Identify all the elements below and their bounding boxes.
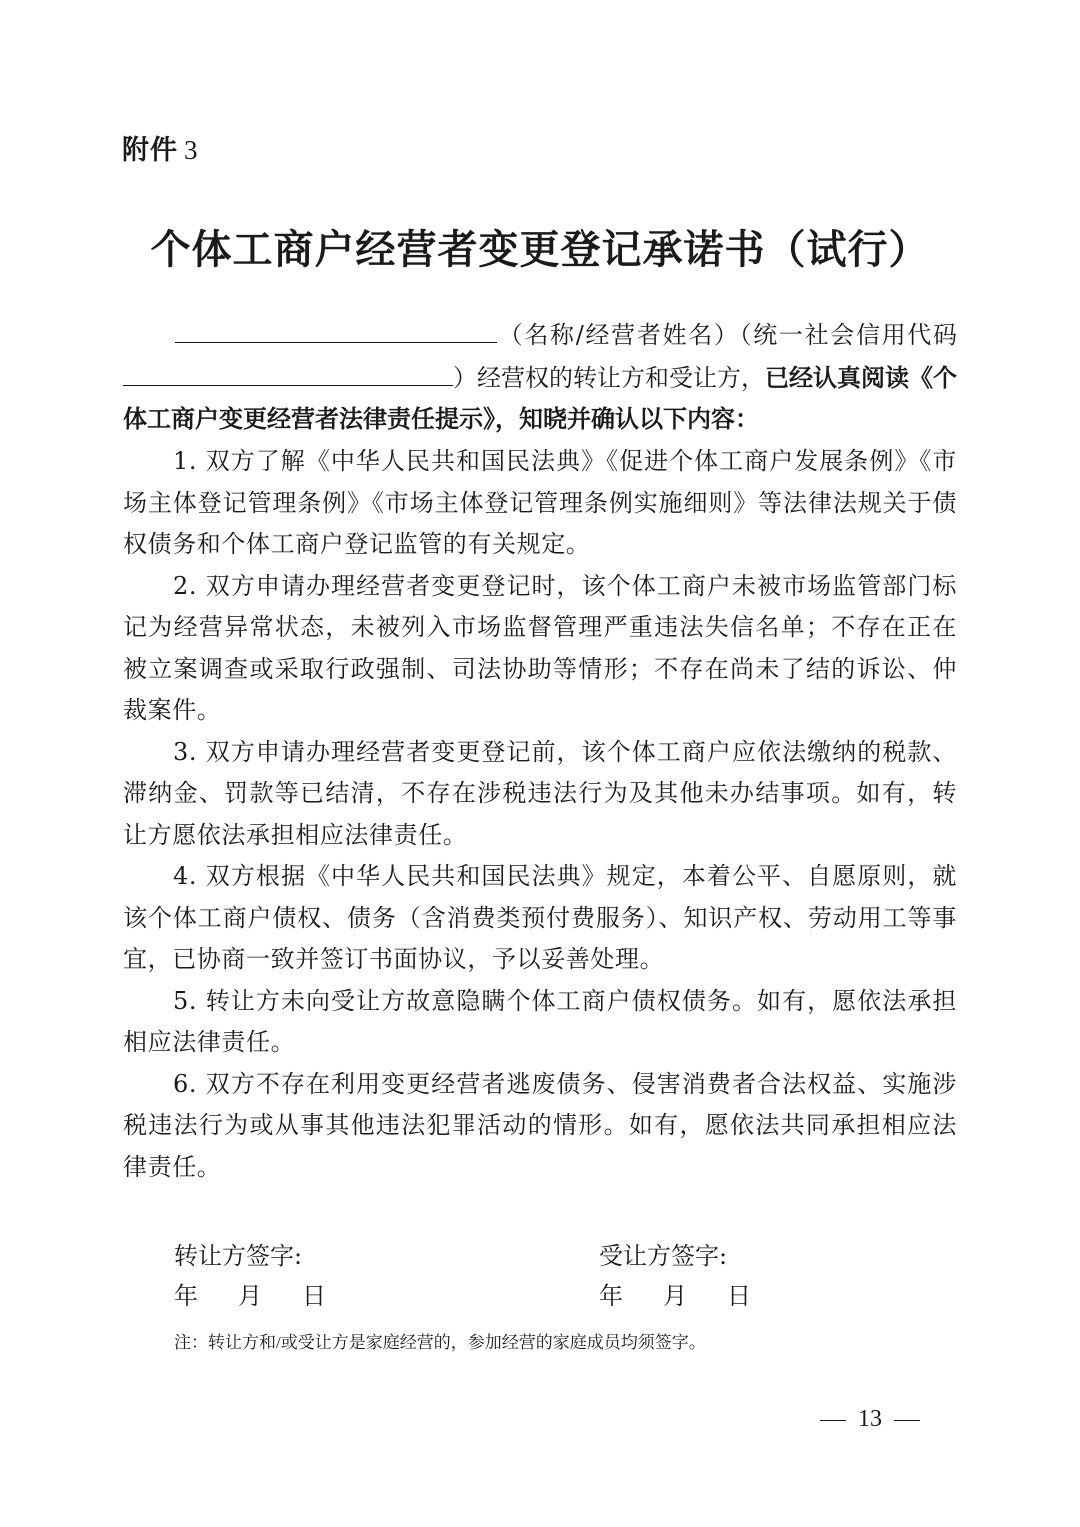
commitment-item-5: 5. 转让方未向受让方故意隐瞒个体工商户债权债务。如有，愿依法承担相应法律责任。: [123, 986, 957, 1056]
commitment-item-3: 3. 双方申请办理经营者变更登记前，该个体工商户应依法缴纳的税款、滞纳金、罚款等已结清，不存在涉税违法行为及其他未办结事项。如有，转让方愿依法承担相应法律责任。: [123, 737, 957, 849]
transferor-signature-label: 转让方签字:: [174, 1242, 303, 1270]
month-label: 月: [238, 1282, 262, 1310]
transferee-signature-block: [599, 1236, 791, 1311]
day-label: 日: [302, 1282, 326, 1310]
commitment-item-1: 1. 双方了解《中华人民共和国民法典》《促进个体工商户发展条例》《市场主体登记管理条例》《市场主体登记管理条例实施细则》等法律法规关于债权债务和个体工商户登记监管的有关规定。: [123, 447, 957, 558]
page-title: 个体工商户经营者变更登记承诺书（试行）: [150, 226, 930, 273]
transferor-signature-block: [174, 1236, 366, 1311]
intro-bold-statement: 已经认真阅读《个体工商户变更经营者法律责任提示》，知晓并确认以下内容：: [123, 363, 957, 433]
year-label: 年: [599, 1282, 623, 1310]
intro-part2: ）经营权的转让方和受让方，: [453, 363, 765, 392]
footnote: 注：转让方和/或受让方是家庭经营的，参加经营的家庭成员均须签字。: [174, 1333, 706, 1352]
year-label: 年: [174, 1282, 198, 1310]
commitment-item-6: 6. 双方不存在利用变更经营者逃废债务、侵害消费者合法权益、实施涉税违法行为或从事其他违法犯罪活动的情形。如有，愿依法共同承担相应法律责任。: [123, 1069, 957, 1181]
month-label: 月: [663, 1282, 687, 1310]
transferor-date: [174, 1276, 366, 1311]
dash-left: [820, 1420, 846, 1421]
credit-code-blank-field[interactable]: [123, 357, 453, 386]
page-number-value: 13: [858, 1406, 882, 1432]
commitment-item-2: 2. 双方申请办理经营者变更登记时，该个体工商户未被市场监管部门标记为经营异常状态，未被列入市场监督管理严重违法失信名单；不存在正在被立案调查或采取行政强制、司法协助等情形；不存在尚未了结的诉讼、仲裁案件。: [123, 571, 957, 724]
page-number: [808, 1406, 932, 1433]
day-label: 日: [727, 1282, 751, 1310]
intro-part1: （名称/经营者姓名）（统一社会信用代码: [497, 321, 957, 349]
intro-paragraph: [123, 314, 957, 441]
dash-right: [894, 1420, 920, 1421]
name-blank-field[interactable]: [175, 314, 497, 343]
transferee-signature-label: 受让方签字:: [599, 1242, 728, 1270]
commitment-list: [123, 441, 957, 1188]
attachment-label: [122, 128, 199, 167]
commitment-item-4: 4. 双方根据《中华人民共和国民法典》规定，本着公平、自愿原则，就该个体工商户债权、债务（含消费类预付费服务）、知识产权、劳动用工等事宜，已协商一致并签订书面协议，予以妥善处理。: [123, 862, 957, 973]
transferee-date: [599, 1276, 791, 1311]
attachment-number: 3: [184, 135, 199, 165]
attachment-text: 附件: [122, 135, 178, 166]
